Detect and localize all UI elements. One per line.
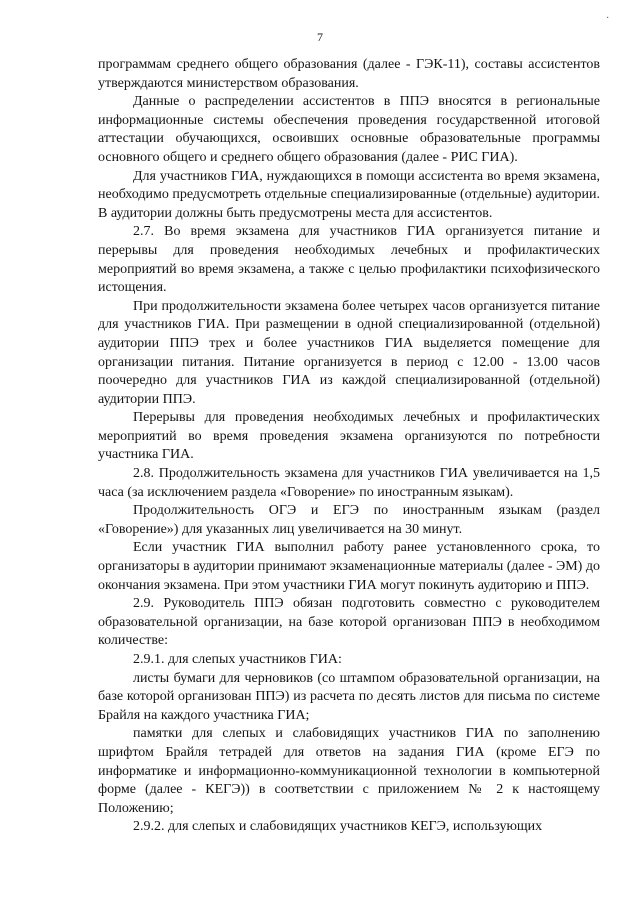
paragraph-section-2-9-2: 2.9.2. для слепых и слабовидящих участников КЕГЭ, использующих [133,819,543,835]
paragraph-section-2-7: 2.7. Во время экзамена для участников ГИА организуется питание и перерывы для проведения необходимых лечебных и профилактических мероприятий во время экзамена, а также с целью профилактики психофизического истощения. [98,224,600,296]
paragraph-13: памятки для слепых и слабовидящих участников ГИА по заполнению шрифтом Брайля тетрадей для ответов на задания ГИА (кроме ЕГЭ по информатике и информационно-коммуникационной технологии в компьютерной форме (далее - КЕГЭ)) в соответствии с приложением № 2 к настоящему Положению; [98,726,600,816]
corner-mark: · [606,13,610,24]
paragraph-section-2-8: 2.8. Продолжительность экзамена для участников ГИА увеличивается на 1,5 часа (за исключением раздела «Говорение» по иностранным языкам). [98,466,600,500]
paragraph-3: Для участников ГИА, нуждающихся в помощи ассистента во время экзамена, необходимо предусмотреть отдельные специализированные (отдельные) аудитории. В аудитории должны быть предусмотрены места для ассистентов. [98,168,600,221]
paragraph-section-2-9-1: 2.9.1. для слепых участников ГИА: [133,652,342,667]
paragraph-5: При продолжительности экзамена более четырех часов организуется питание для участников ГИА. При размещении в одной специализированной (отдельной) аудитории ППЭ трех и более участников ГИА выделяется помещение для организации питания. Питание организуется в период с 12.00 - 13.00 часов поочередно для участников ГИА из каждой специализированной (отдельной) аудитории ППЭ. [98,298,600,407]
document-body [98,56,600,837]
paragraph-9: Если участник ГИА выполнил работу ранее установленного срока, то организаторы в аудитории принимают экзаменационные материалы (далее - ЭМ) до окончания экзамена. При этом участники ГИА могут покинуть аудиторию и ППЭ. [98,540,600,593]
paragraph-2: Данные о распределении ассистентов в ППЭ вносятся в региональные информационные системы обеспечения проведения государственной итоговой аттестации обучающихся, освоивших основные образовательные программы основного общего и среднего общего образования (далее - РИС ГИА). [98,94,600,165]
page-number: 7 [317,30,323,44]
paragraph-6: Перерывы для проведения необходимых лечебных и профилактических мероприятий во время проведения экзамена организуются по потребности участника ГИА. [98,410,600,463]
paragraph-1: программам среднего общего образования (далее - ГЭК-11), составы ассистентов утверждаются министерством образования. [98,57,600,91]
paragraph-12: листы бумаги для черновиков (со штампом образовательной организации, на базе которой организован ППЭ) из расчета по десять листов для письма по системе Брайля на каждого участника ГИА; [98,670,600,723]
paragraph-section-2-9: 2.9. Руководитель ППЭ обязан подготовить совместно с руководителем образовательной организации, на базе которой организован ППЭ в необходимом количестве: [98,596,600,649]
paragraph-8: Продолжительность ОГЭ и ЕГЭ по иностранным языкам (раздел «Говорение») для указанных лиц увеличивается на 30 минут. [98,503,600,537]
